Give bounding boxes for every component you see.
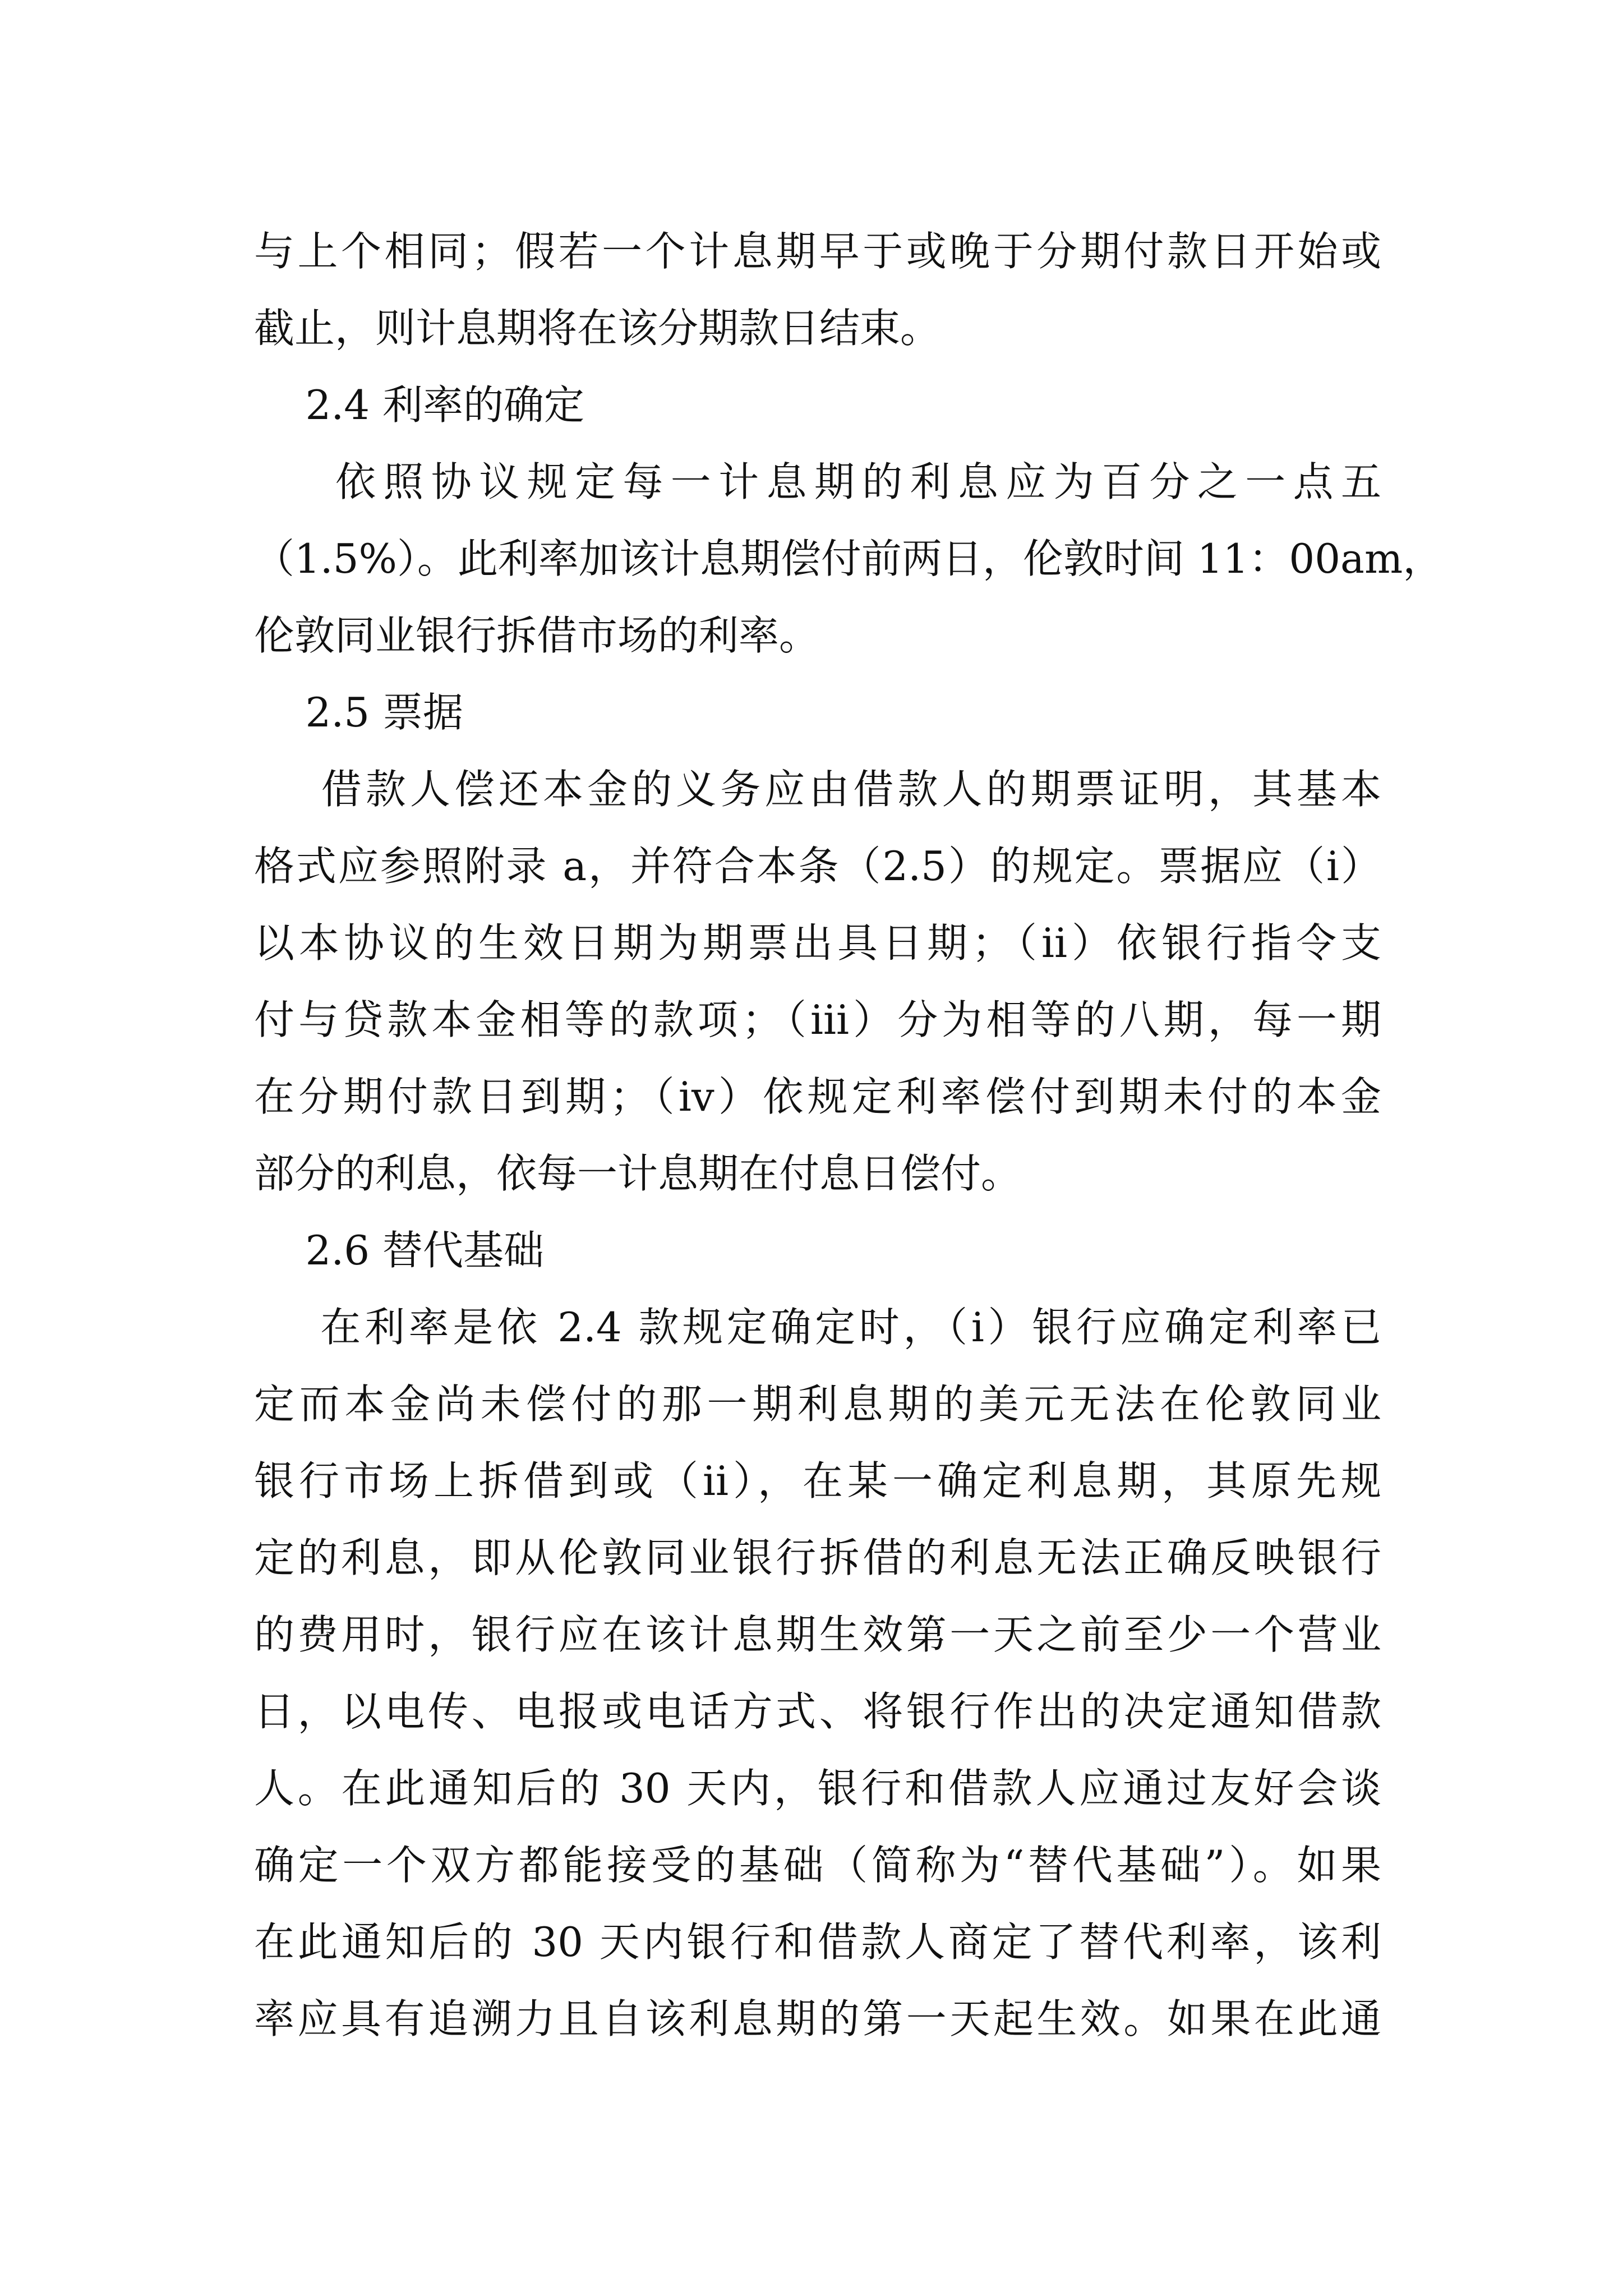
section-heading-2-6: 2.6 替代基础 [254,1227,544,1274]
text-line: 银行市场上拆借到或（ii），在某一确定利息期，其原先规 [254,1457,1381,1504]
text-line: 付与贷款本金相等的款项；（iii）分为相等的八期，每一期 [254,996,1381,1043]
text-line: 格式应参照附录 a，并符合本条（2.5）的规定。票据应（i） [254,843,1381,890]
text-line: 截止，则计息期将在该分期款日结束。 [254,305,941,352]
text-line: 与上个相同；假若一个计息期早于或晚于分期付款日开始或 [254,228,1381,275]
text-line: 依照协议规定每一计息期的利息应为百分之一点五 [254,458,1381,505]
text-line: 部分的利息，依每一计息期在付息日偿付。 [254,1150,1022,1197]
text-line: 确定一个双方都能接受的基础（简称为“替代基础”）。如果 [254,1842,1381,1889]
section-heading-2-4: 2.4 利率的确定 [254,381,584,429]
text-line: 在分期付款日到期；（iv）依规定利率偿付到期未付的本金 [254,1073,1381,1120]
text-line: 人。在此通知后的 30 天内，银行和借款人应通过友好会谈 [254,1765,1381,1812]
text-line: （1.5%）。此利率加该计息期偿付前两日，伦敦时间 11：00am， [254,535,1444,582]
text-line: 借款人偿还本金的义务应由借款人的期票证明，其基本 [254,766,1381,813]
text-line: 日，以电传、电报或电话方式、将银行作出的决定通知借款 [254,1688,1381,1735]
text-line: 率应具有追溯力且自该利息期的第一天起生效。如果在此通 [254,1995,1381,2042]
text-line: 以本协议的生效日期为期票出具日期；（ii）依银行指令支 [254,919,1381,967]
document-body [254,213,1444,2058]
text-line: 的费用时，银行应在该计息期生效第一天之前至少一个营业 [254,1611,1381,1658]
text-line: 定的利息，即从伦敦同业银行拆借的利息无法正确反映银行 [254,1534,1381,1581]
text-line: 在此通知后的 30 天内银行和借款人商定了替代利率，该利 [254,1918,1381,1966]
text-line: 定而本金尚未偿付的那一期利息期的美元无法在伦敦同业 [254,1381,1381,1428]
section-heading-2-5: 2.5 票据 [254,689,463,736]
text-line: 伦敦同业银行拆借市场的利率。 [254,612,820,659]
text-line: 在利率是依 2.4 款规定确定时，（i）银行应确定利率已 [254,1304,1381,1351]
